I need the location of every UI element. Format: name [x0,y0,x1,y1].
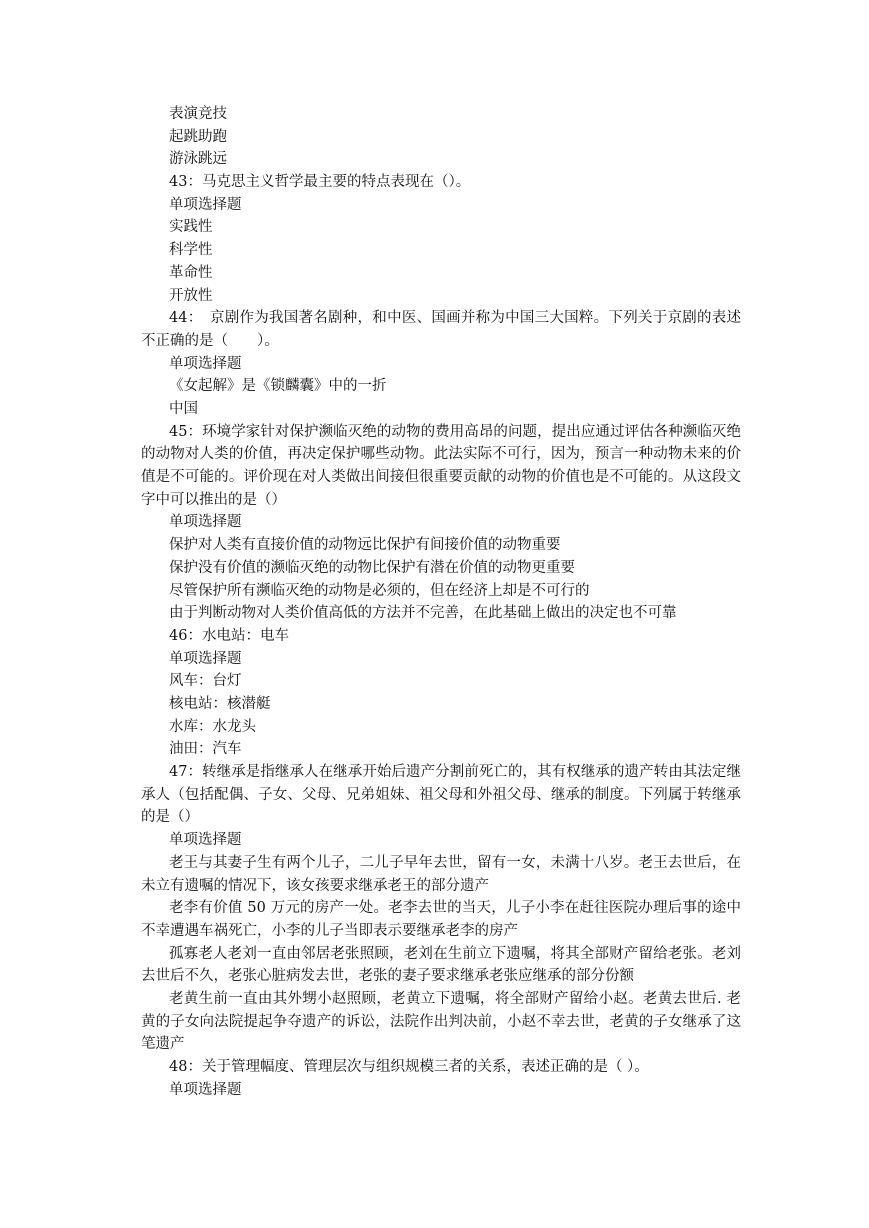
text-line: 单项选择题 [169,355,242,372]
text-line: 单项选择题 [169,1081,242,1098]
text-line: 核电站：核潜艇 [169,695,271,712]
text-line: 48：关于管理幅度、管理层次与组织规模三者的关系，表述正确的是（ ）。 [169,1059,649,1076]
text-line: 单项选择题 [169,514,242,531]
text-line: 起跳助跑 [169,128,227,145]
text-line: 46：水电站：电车 [169,627,289,644]
text-line: 开放性 [169,287,213,304]
text-line: 尽管保护所有濒临灭绝的动物是必须的，但在经济上却是不可行的 [169,582,590,599]
text-line: 游泳跳远 [169,151,227,168]
text-line: 中国 [169,400,198,417]
text-line: 43：马克思主义哲学最主要的特点表现在（）。 [169,174,471,191]
text-paragraph: 孤寡老人老刘一直由邻居老张照顾，老刘在生前立下遗嘱，将其全部财产留给老张。老刘去世后不久，老张心脏病发去世，老张的妻子要求继承老张应继承的部分份额 [141,945,741,985]
text-line: 油田：汽车 [169,741,242,758]
text-line: 水库：水龙头 [169,718,256,735]
text-paragraph: 老王与其妻子生有两个儿子，二儿子早年去世，留有一女，未满十八岁。老王去世后，在未立有遗嘱的情况下，该女孩要求继承老王的部分遗产 [141,854,741,894]
text-paragraph: 老黄生前一直由其外甥小赵照顾，老黄立下遗嘱，将全部财产留给小赵。老黄去世后. 老黄的子女向法院提起争夺遗产的诉讼，法院作出判决前，小赵不幸去世，老黄的子女继承了这笔遗产 [141,991,741,1053]
text-line: 风车：台灯 [169,673,242,690]
text-line: 表演竞技 [169,106,227,122]
text-line: 单项选择题 [169,650,242,667]
text-paragraph: 老李有价值 50 万元的房产一处。老李去世的当天，儿子小李在赶往医院办理后事的途中不幸遭遇车祸死亡，小李的儿子当即表示要继承老李的房产 [141,900,741,939]
text-line: 实践性 [169,219,213,236]
text-line: 《女起解》是《锁麟囊》中的一折 [169,378,387,395]
text-paragraph: 44： 京剧作为我国著名剧种，和中医、国画并称为中国三大国粹。下列关于京剧的表述不正确的是（ ）。 [141,310,741,349]
text-paragraph: 45：环境学家针对保护濒临灭绝的动物的费用高昂的问题，提出应通过评估各种濒临灭绝的动物对人类的价值，再决定保护哪些动物。此法实际不可行，因为，预言一种动物未来的价值是不可能的。评价现在对人类做出间接但很重要贡献的动物的价值也是不可能的。从这段文字中可以推出的是（） [141,423,741,508]
text-line: 单项选择题 [169,196,242,213]
text-line: 单项选择题 [169,832,242,849]
text-paragraph: 47：转继承是指继承人在继承开始后遗产分割前死亡的，其有权继承的遗产转由其法定继承人（包括配偶、子女、父母、兄弟姐妹、祖父母和外祖父母、继承的制度。下列属于转继承的是（） [141,764,741,826]
text-line: 科学性 [169,242,213,259]
text-line: 保护对人类有直接价值的动物远比保护有间接价值的动物重要 [169,537,561,554]
text-line: 保护没有价值的濒临灭绝的动物比保护有潜在价值的动物更重要 [169,559,575,576]
text-line: 革命性 [169,264,213,281]
document-body [141,103,741,1102]
text-line: 由于判断动物对人类价值高低的方法并不完善，在此基础上做出的决定也不可靠 [169,605,677,622]
